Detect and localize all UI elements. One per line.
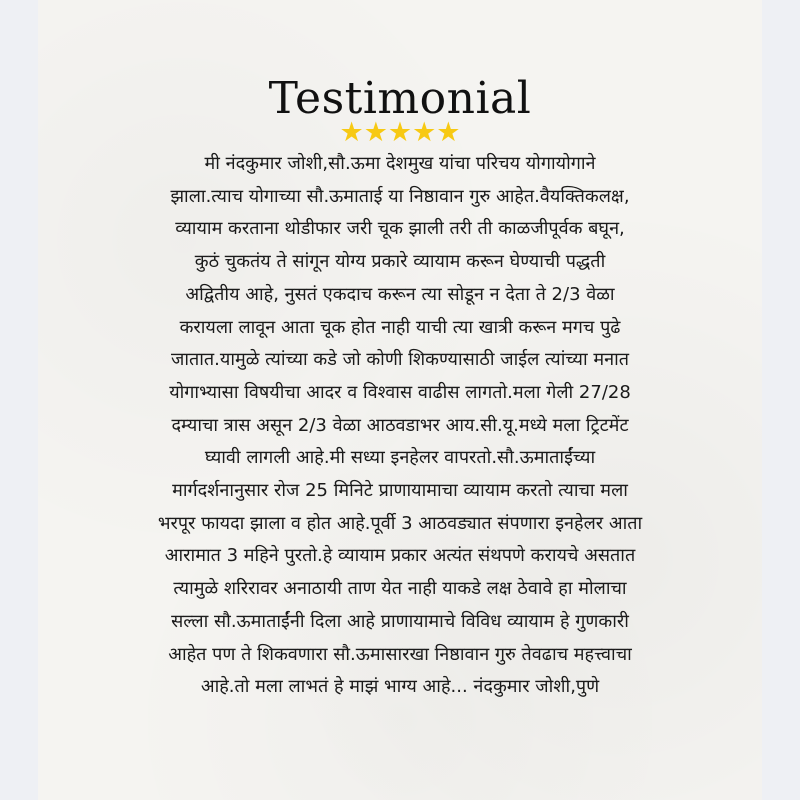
testimonial-line: झाला.त्याच योगाच्या सौ.ऊमाताई या निष्ठावान गुरु आहेत.वैयक्तिकलक्ष,: [170, 185, 630, 207]
testimonial-text: [78, 148, 722, 704]
testimonial-line: दम्याचा त्रास असून 2/3 वेळा आठवडाभर आय.सी.यू.मध्ये मला ट्रिटमेंट: [171, 414, 629, 436]
testimonial-line: भरपूर फायदा झाला व होत आहे.पूर्वी 3 आठवड्यात संपणारा इनहेलर आता: [157, 512, 643, 534]
testimonial-line: योगाभ्यासा विषयीचा आदर व विश्वास वाढीस लागतो.मला गेली 27/28: [169, 381, 631, 403]
testimonial-line: मी नंदकुमार जोशी,सौ.ऊमा देशमुख यांचा परिचय योगायोगाने: [204, 153, 596, 174]
testimonial-line: आहे.तो मला लाभतं हे माझं भाग्य आहे... नंदकुमार जोशी,पुणे: [200, 676, 600, 698]
testimonial-line: त्यामुळे शरिरावर अनाठायी ताण येत नाही याकडे लक्ष ठेवावे हा मोलाचा: [173, 578, 627, 600]
testimonial-card: [38, 0, 762, 800]
testimonial-line: घ्यावी लागली आहे.मी सध्या इनहेलर वापरतो.सौ.ऊमाताईंच्या: [204, 447, 596, 469]
testimonial-line: जातात.यामुळे त्यांच्या कडे जो कोणी शिकण्यासाठी जाईल त्यांच्या मनात: [170, 349, 630, 371]
testimonial-line: सल्ला सौ.ऊमाताईंनी दिला आहे प्राणायामाचे विविध व्यायाम हे गुणकारी: [171, 610, 629, 632]
testimonial-line: आरामात 3 महिने पुरतो.हे व्यायाम प्रकार अत्यंत संथपणे करायचे असतात: [164, 545, 636, 567]
testimonial-line: मार्गदर्शनानुसार रोज 25 मिनिटे प्राणायामाचा व्यायाम करतो त्याचा मला: [172, 480, 628, 502]
testimonial-line: कुठं चुकतंय ते सांगून योग्य प्रकारे व्यायाम करून घेण्याची पद्धती: [194, 251, 606, 273]
star-rating: ★★★★★: [339, 117, 461, 148]
testimonial-line: आहेत पण ते शिकवणारा सौ.ऊमासारखा निष्ठावान गुरु तेवढाच महत्त्वाचा: [168, 643, 632, 665]
testimonial-line: अद्वितीय आहे, नुसतं एकदाच करून त्या सोडून न देता ते 2/3 वेळा: [185, 283, 615, 305]
testimonial-line: व्यायाम करताना थोडीफार जरी चूक झाली तरी ती काळजीपूर्वक बघून,: [175, 218, 625, 240]
testimonial-title: Testimonial: [268, 73, 532, 124]
testimonial-line: करायला लावून आता चूक होत नाही याची त्या खात्री करून मगच पुढे: [179, 316, 621, 338]
